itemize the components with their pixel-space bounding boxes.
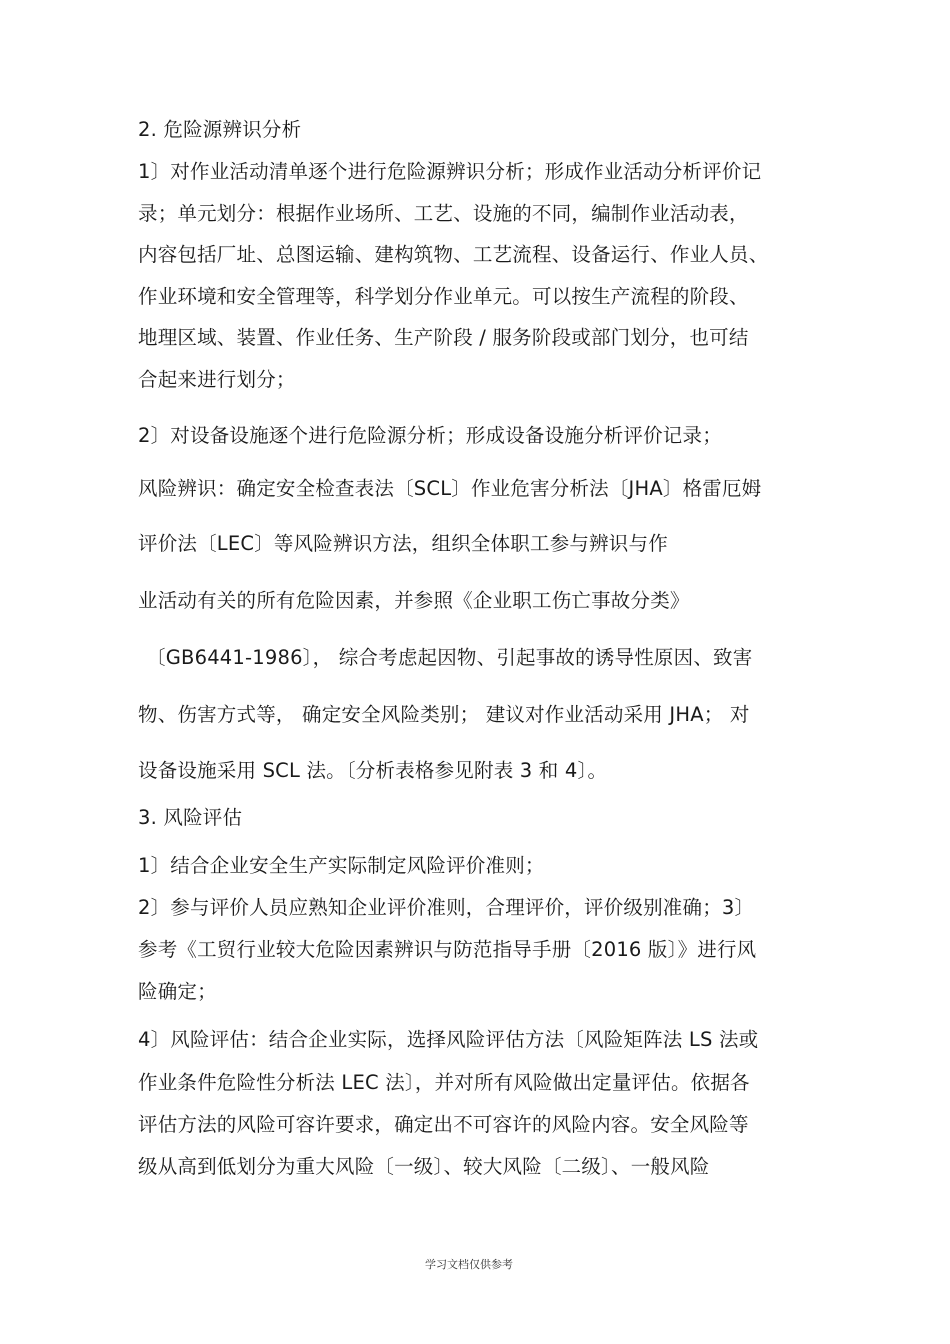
paragraph-line: 评价法〔LEC〕等风险辨识方法，组织全体职工参与辨识与作 (138, 532, 668, 555)
paragraph-line: 录；单元划分：根据作业场所、工艺、设施的不同，编制作业活动表， (138, 202, 749, 225)
paragraph-line: 风险辨识：确定安全检查表法〔SCL〕作业危害分析法〔JHA〕格雷厄姆 (138, 477, 762, 500)
paragraph-line: 2〕参与评价人员应熟知企业评价准则，合理评价，评价级别准确；3〕 (138, 896, 755, 919)
paragraph-line: 合起来进行划分； (138, 368, 296, 391)
paragraph-line: 参考《工贸行业较大危险因素辨识与防范指导手册〔2016 版〕》进行风 (138, 938, 757, 961)
heading-hazard-identification: 2. 危险源辨识分析 (138, 118, 302, 141)
paragraph-line: 1〕对作业活动清单逐个进行危险源辨识分析；形成作业活动分析评价记 (138, 160, 762, 183)
paragraph-line: 作业环境和安全管理等，科学划分作业单元。可以按生产流程的阶段、 (138, 285, 749, 308)
page-footer-note: 学习文档仅供参考 (425, 1258, 513, 1271)
paragraph-line: 设备设施采用 SCL 法。〔分析表格参见附表 3 和 4〕。 (138, 759, 608, 782)
paragraph-line: 级从高到低划分为重大风险〔一级〕、较大风险〔二级〕、一般风险 (138, 1155, 710, 1178)
paragraph-line: 4〕风险评估：结合企业实际，选择风险评估方法〔风险矩阵法 LS 法或 (138, 1028, 759, 1051)
paragraph-line: 物、伤害方式等， 确定安全风险类别； 建议对作业活动采用 JHA； 对 (138, 703, 750, 726)
paragraph-line: 评估方法的风险可容许要求，确定出不可容许的风险内容。安全风险等 (138, 1113, 749, 1136)
paragraph-line: 作业条件危险性分析法 LEC 法〕，并对所有风险做出定量评估。依据各 (138, 1071, 750, 1094)
paragraph-line: 1〕结合企业安全生产实际制定风险评价准则； (138, 854, 545, 877)
paragraph-line: 业活动有关的所有危险因素，并参照《企业职工伤亡事故分类》 (138, 589, 690, 612)
paragraph-line: 险确定； (138, 980, 217, 1003)
paragraph-line: 内容包括厂址、总图运输、建构筑物、工艺流程、设备运行、作业人员、 (138, 243, 769, 266)
paragraph-line: 2〕对设备设施逐个进行危险源分析；形成设备设施分析评价记录； (138, 424, 722, 447)
paragraph-line: 〔GB6441-1986〕， 综合考虑起因物、引起事故的诱导性原因、致害 (146, 646, 753, 669)
heading-risk-assessment: 3. 风险评估 (138, 806, 243, 829)
paragraph-line: 地理区域、装置、作业任务、生产阶段 / 服务阶段或部门划分，也可结 (138, 326, 749, 349)
